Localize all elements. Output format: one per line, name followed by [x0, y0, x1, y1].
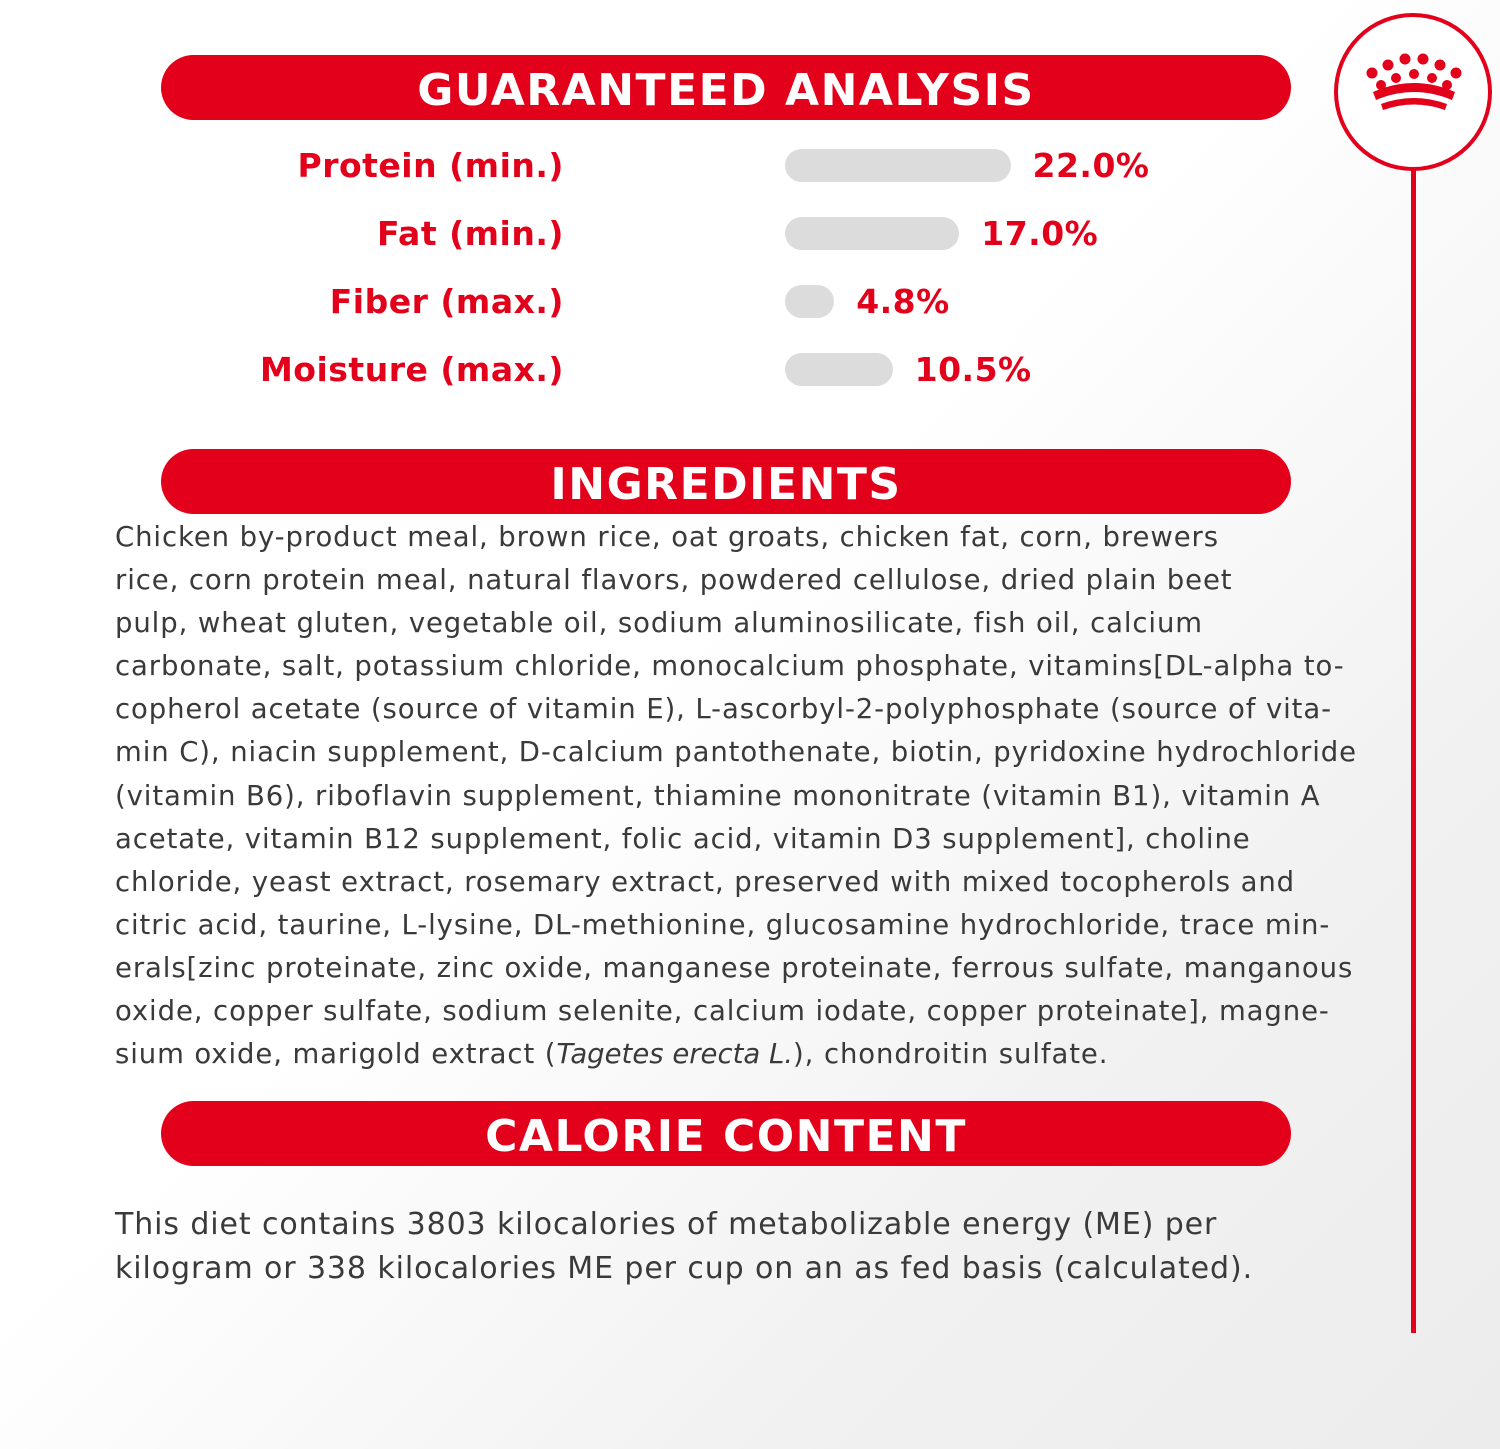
ingredients-line: rice, corn protein meal, natural flavors, powdered cellulose, dried plain beet	[115, 564, 1233, 597]
calorie-content-banner	[161, 1101, 1291, 1166]
analysis-value: 4.8%	[856, 282, 950, 321]
analysis-row-fiber	[0, 282, 1300, 322]
analysis-label: Fiber (max.)	[329, 282, 564, 321]
ingredients-line: min C), niacin supplement, D-calcium pantothenate, biotin, pyridoxine hydrochloride	[115, 736, 1357, 769]
ingredients-line: carbonate, salt, potassium chloride, monocalcium phosphate, vitamins[DL-alpha to-	[115, 650, 1345, 683]
calorie-content-title: CALORIE CONTENT	[485, 1111, 967, 1162]
ingredients-line: erals[zinc proteinate, zinc oxide, manganese proteinate, ferrous sulfate, manganous	[115, 951, 1354, 984]
ingredients-line: citric acid, taurine, L-lysine, DL-methionine, glucosamine hydrochloride, trace min-	[115, 908, 1331, 941]
guaranteed-analysis-title: GUARANTEED ANALYSIS	[417, 65, 1035, 116]
analysis-bar	[785, 353, 893, 386]
ingredients-line: chloride, yeast extract, rosemary extract, preserved with mixed tocopherols and	[115, 865, 1296, 898]
analysis-row-fat	[0, 214, 1300, 254]
ingredients-last-before: sium oxide, marigold extract (	[115, 1038, 557, 1071]
ingredients-line: copherol acetate (source of vitamin E), L-ascorbyl-2-polyphosphate (source of vita-	[115, 693, 1332, 726]
analysis-value: 17.0%	[981, 214, 1099, 253]
ingredients-title: INGREDIENTS	[550, 459, 902, 510]
analysis-bar	[785, 149, 1011, 182]
ingredients-line: oxide, copper sulfate, sodium selenite, calcium iodate, copper proteinate], magne-	[115, 995, 1330, 1028]
ingredients-botanical-name: Tagetes erecta L.	[556, 1038, 794, 1071]
analysis-bar	[785, 217, 959, 250]
ingredients-banner	[161, 449, 1291, 514]
ingredients-text	[115, 516, 1405, 1076]
ingredients-line: pulp, wheat gluten, vegetable oil, sodium aluminosilicate, fish oil, calcium	[115, 607, 1203, 640]
analysis-value: 10.5%	[914, 350, 1032, 389]
analysis-row-moisture	[0, 350, 1300, 390]
analysis-value: 22.0%	[1032, 146, 1150, 185]
ingredients-last-line	[115, 1033, 1405, 1076]
ingredients-line: Chicken by-product meal, brown rice, oat groats, chicken fat, corn, brewers	[115, 521, 1219, 553]
analysis-label: Fat (min.)	[376, 214, 564, 253]
analysis-row-protein	[0, 146, 1300, 186]
ingredients-last-after: ), chondroitin sulfate.	[793, 1038, 1109, 1071]
calorie-line: This diet contains 3803 kilocalories of metabolizable energy (ME) per	[115, 1207, 1218, 1242]
guaranteed-analysis-banner	[161, 55, 1291, 120]
calorie-content-text	[115, 1203, 1405, 1290]
ingredients-line: acetate, vitamin B12 supplement, folic acid, vitamin D3 supplement], choline	[115, 822, 1251, 855]
calorie-line: kilogram or 338 kilocalories ME per cup on an as fed basis (calculated).	[115, 1250, 1254, 1286]
ingredients-line: (vitamin B6), riboflavin supplement, thiamine mononitrate (vitamin B1), vitamin A	[115, 779, 1321, 812]
analysis-bar	[785, 285, 834, 318]
brand-vertical-line	[1411, 170, 1416, 1333]
analysis-label: Protein (min.)	[297, 146, 564, 185]
crown-icon	[1359, 52, 1469, 116]
analysis-label: Moisture (max.)	[259, 350, 564, 389]
